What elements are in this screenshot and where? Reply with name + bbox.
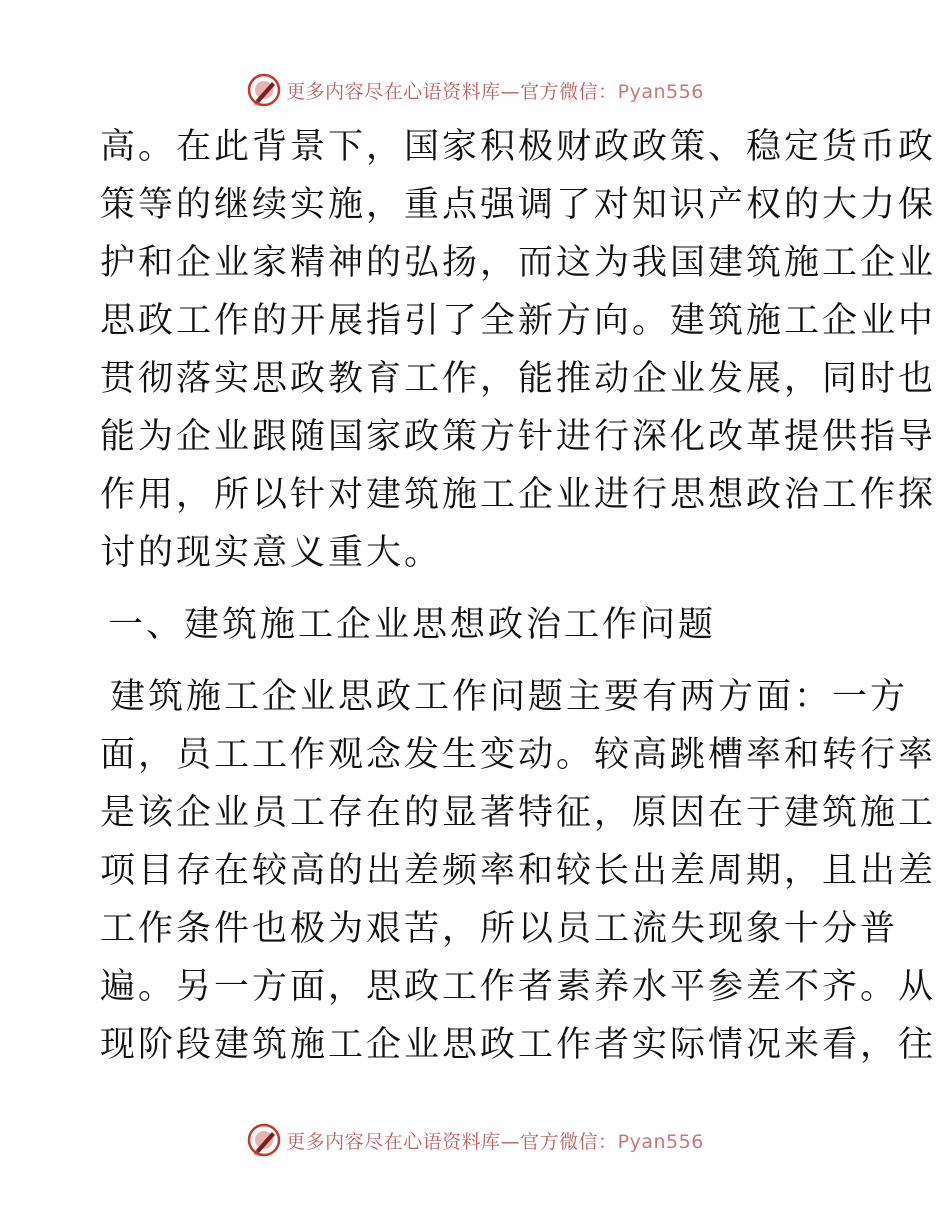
section-heading: 一、建筑施工企业思想政治工作问题: [108, 605, 717, 645]
paragraph-1: [100, 118, 937, 582]
pen-logo-icon: [246, 72, 282, 108]
pen-logo-icon: [246, 1122, 282, 1158]
text-line: 工作条件也极为艰苦，所以员工流失现象十分普: [100, 909, 899, 949]
watermark-wechat-id: Pyan556: [617, 1130, 704, 1153]
watermark-text: [286, 77, 704, 104]
text-line: 贯彻落实思政教育工作，能推动企业发展，同时也: [100, 359, 937, 399]
text-line: 面，员工工作观念发生变动。较高跳槽率和转行率: [100, 735, 937, 775]
watermark-text: [286, 1127, 704, 1154]
text-line: 建筑施工企业思政工作问题主要有两方面：一方: [110, 677, 909, 717]
document-body: [100, 118, 937, 1074]
watermark-label: 更多内容尽在心语资料库—官方微信：: [286, 1130, 618, 1153]
text-line: 高。在此背景下，国家积极财政政策、稳定货币政: [100, 127, 937, 167]
paragraph-spacer: [100, 654, 860, 668]
watermark-label: 更多内容尽在心语资料库—官方微信：: [286, 80, 618, 103]
text-line: 项目存在较高的出差频率和较长出差周期，且出差: [100, 851, 937, 891]
footer-watermark: [0, 1118, 950, 1162]
text-line: 现阶段建筑施工企业思政工作者实际情况来看，往: [100, 1025, 937, 1065]
text-line: 作用，所以针对建筑施工企业进行思想政治工作探: [100, 475, 937, 515]
text-line: 策等的继续实施，重点强调了对知识产权的大力保: [100, 185, 937, 225]
text-line: 讨的现实意义重大。: [100, 533, 443, 573]
paragraph-2: [100, 668, 937, 1074]
text-line: 遍。另一方面，思政工作者素养水平参差不齐。从: [100, 967, 937, 1007]
text-line: 护和企业家精神的弘扬，而这为我国建筑施工企业: [100, 243, 937, 283]
text-line: 思政工作的开展指引了全新方向。建筑施工企业中: [100, 301, 937, 341]
watermark-wechat-id: Pyan556: [617, 80, 704, 103]
text-line: 能为企业跟随国家政策方针进行深化改革提供指导: [100, 417, 937, 457]
paragraph-spacer: [100, 582, 860, 596]
text-line: 是该企业员工存在的显著特征，原因在于建筑施工: [100, 793, 937, 833]
header-watermark: [0, 68, 950, 112]
